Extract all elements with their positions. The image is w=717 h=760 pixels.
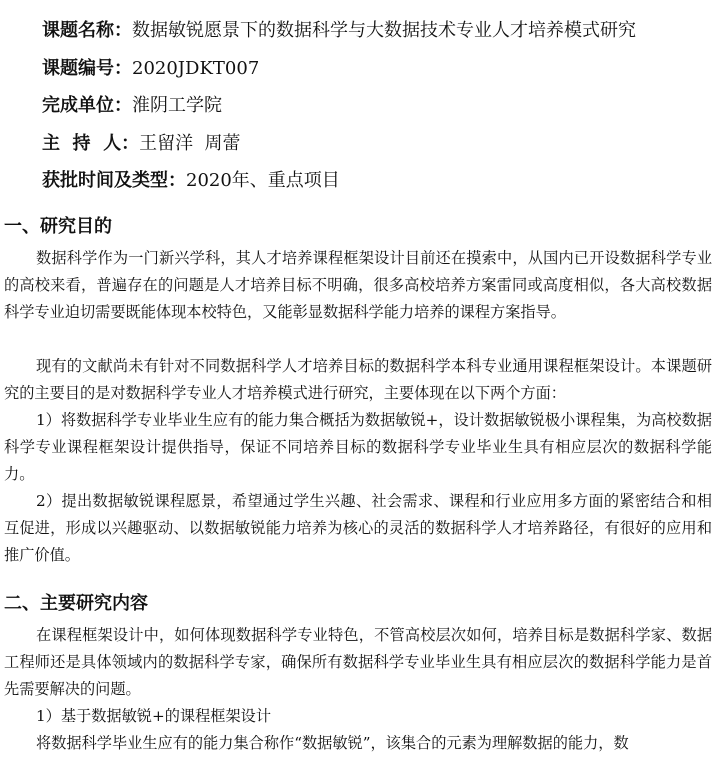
project-title-row — [42, 19, 636, 43]
host-label: 主 持 人： — [42, 133, 140, 154]
section-heading-main-content: 二、主要研究内容 — [4, 593, 148, 614]
project-number-value: 2020JDKT007 — [132, 58, 260, 79]
project-number-row — [42, 57, 259, 81]
section-paragraph: 2）提出数据敏锐课程愿景，希望通过学生兴趣、社会需求、课程和行业应用多方面的紧密结合和相互促进，形成以兴趣驱动、以数据敏锐能力培养为核心的灵活的数据科学人才培养路径，有很好的应用和推广价值。 — [4, 492, 712, 564]
subsection-title: 1）基于数据敏锐+的课程框架设计 — [36, 707, 272, 725]
project-number-label: 课题编号： — [42, 58, 132, 79]
section-paragraph: 数据科学作为一门新兴学科，其人才培养课程框架设计目前还在摸索中，从国内已开设数据科学专业的高校来看，普遍存在的问题是人才培养目标不明确，很多高校培养方案雷同或高度相似，各大高校数据科学专业迫切需要既能体现本校特色，又能彰显数据科学能力培养的课程方案指导。 — [4, 249, 712, 321]
section-heading-research-purpose: 一、研究目的 — [4, 216, 112, 237]
project-title-value: 数据敏锐愿景下的数据科学与大数据技术专业人才培养模式研究 — [132, 20, 636, 41]
host-row — [42, 132, 241, 156]
section-paragraph: 在课程框架设计中，如何体现数据科学专业特色，不管高校层次如何，培养目标是数据科学家、数据工程师还是具体领域内的数据科学专家，确保所有数据科学专业毕业生具有相应层次的数据科学能力是首先需要解决的问题。 — [4, 626, 712, 698]
section-paragraph: 1）将数据科学专业毕业生应有的能力集合概括为数据敏锐+，设计数据敏锐极小课程集，为高校数据科学专业课程框架设计提供指导，保证不同培养目标的数据科学专业毕业生具有相应层次的数据科学能力。 — [4, 411, 712, 483]
approval-label: 获批时间及类型： — [42, 170, 186, 191]
project-title-label: 课题名称： — [42, 20, 132, 41]
completing-unit-row — [42, 94, 222, 118]
completing-unit-value: 淮阴工学院 — [132, 95, 222, 116]
section-paragraph: 现有的文献尚未有针对不同数据科学人才培养目标的数据科学本科专业通用课程框架设计。本课题研究的主要目的是对数据科学专业人才培养模式进行研究，主要体现在以下两个方面： — [4, 357, 712, 402]
host-value: 王留洋 周蕾 — [139, 133, 241, 154]
approval-value: 2020年、重点项目 — [186, 170, 340, 191]
approval-row — [42, 169, 340, 193]
section-paragraph: 将数据科学毕业生应有的能力集合称作“数据敏锐”，该集合的元素为理解数据的能力，数 — [36, 734, 629, 752]
completing-unit-label: 完成单位： — [42, 95, 132, 116]
